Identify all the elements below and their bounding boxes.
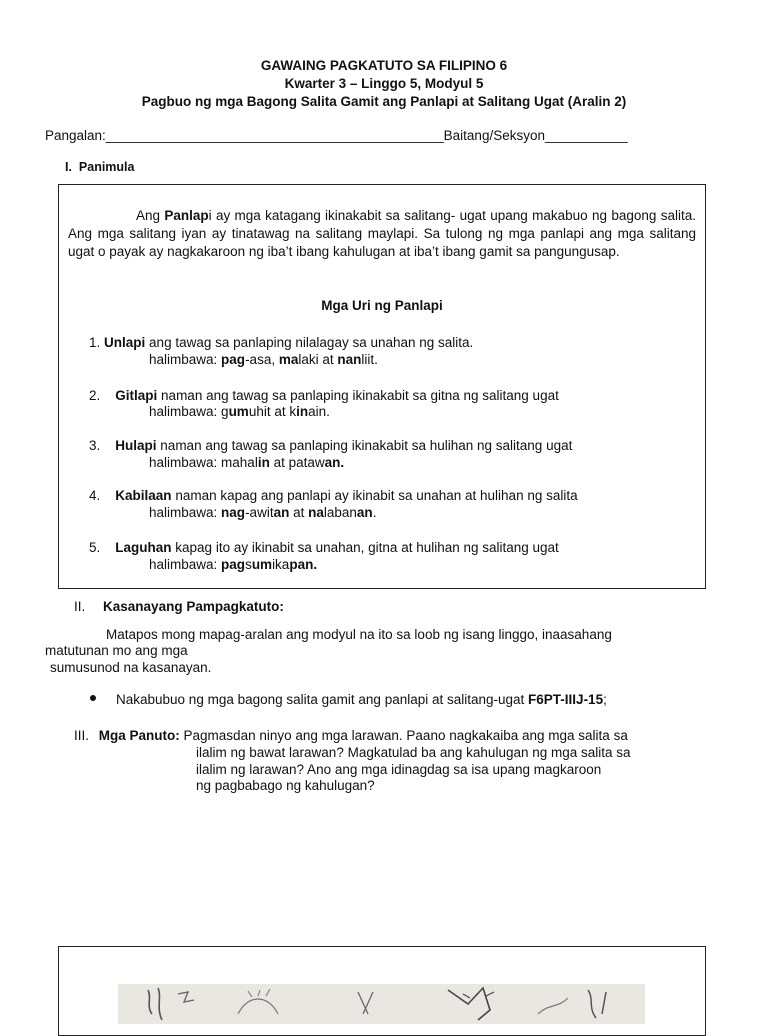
competency-bullet: [116, 692, 607, 707]
example-root: at pataw: [269, 455, 325, 470]
type-item-number: 3.: [89, 438, 101, 453]
example-label: halimbawa:: [149, 404, 222, 419]
example-label: halimbawa:: [149, 352, 222, 367]
example-word: [221, 557, 317, 572]
section-3-title: Mga Panuto:: [98, 728, 180, 743]
example-affix: pag: [221, 352, 246, 367]
worksheet-title: GAWAING PAGKATUTO SA FILIPINO 6: [260, 58, 508, 73]
section-1-number: I.: [65, 160, 72, 174]
example-root: ain.: [308, 404, 330, 419]
example-affix: um: [251, 557, 273, 572]
section-3-instruction-2: ilalim ng bawat larawan? Magkatulad ba ang kahulugan ng mga salita sa: [196, 745, 631, 760]
type-item-term: Gitlapi: [115, 388, 158, 403]
example-word: [221, 352, 378, 367]
intro-paragraph: [68, 207, 696, 261]
example-word: [221, 404, 330, 419]
section-3-number: III.: [74, 728, 90, 743]
competency-text: Nakabubuo ng mga bagong salita gamit ang panlapi at salitang-ugat: [116, 692, 529, 707]
section-1-heading: [65, 160, 134, 174]
type-item-term: Hulapi: [115, 438, 157, 453]
example-root: ika: [272, 557, 290, 572]
example-affix: nan: [337, 352, 362, 367]
section-3-line-1: [74, 728, 628, 743]
competency-end: ;: [603, 692, 607, 707]
example-root: at: [289, 505, 309, 520]
section-3-instruction-3: ilalim ng larawan? Ano ang mga idinagdag sa isa upang magkaroon: [196, 762, 602, 777]
section-2-title: Kasanayang Pampagkatuto:: [103, 599, 284, 614]
section-2-para-line-1: Matapos mong mapag-aralan ang modyul na ito sa loob ng isang linggo, inaasahang: [106, 627, 612, 642]
type-item-1: [89, 335, 473, 350]
type-item-number: 2.: [89, 388, 101, 403]
example-root: -awit: [245, 505, 274, 520]
intro-keyword-end: i: [208, 208, 212, 223]
example-affix: an.: [324, 455, 345, 470]
section-2-number: II.: [74, 599, 86, 614]
type-example-4: [149, 505, 376, 520]
section-3-instruction-1: Pagmasdan ninyo ang mga larawan. Paano nagkakaiba ang mga salita sa: [179, 728, 628, 743]
type-example-5: [149, 557, 317, 572]
section-2-heading: [74, 599, 284, 614]
type-item-term: Unlapi: [104, 335, 146, 350]
type-item-2: [89, 388, 559, 403]
example-root: laki at: [298, 352, 338, 367]
example-affix: in: [257, 455, 270, 470]
section-2-para-line-3: sumusunod na kasanayan.: [50, 660, 212, 675]
intro-text: ay mga katagang ikinakabit sa salitang- ugat upang makabuo ng bagong salita. Ang mga salitang iyan ay tinatawag na salitang maylapi. Sa tulong ng mga panlapi ang mga salitang ugat o payak ay nagkakaroon ng iba’t ibang kahulugan at iba’t ibang gamit sa pangungusap.: [68, 208, 696, 259]
type-item-number: 4.: [89, 488, 101, 503]
section-3-instruction-4: ng pagbabago ng kahulugan?: [196, 778, 375, 793]
type-item-number: 5.: [89, 540, 101, 555]
example-root: .: [372, 505, 377, 520]
example-label: halimbawa:: [149, 505, 222, 520]
example-affix: pag: [221, 557, 246, 572]
type-item-term: Laguhan: [115, 540, 172, 555]
type-item-5: [89, 540, 559, 555]
type-example-1: [149, 352, 378, 367]
types-title: Mga Uri ng Panlapi: [321, 298, 443, 313]
type-item-desc: kapag ito ay ikinabit sa unahan, gitna at hulihan ng salitang ugat: [171, 540, 559, 555]
example-root: laban: [323, 505, 357, 520]
intro-keyword: Panlap: [164, 208, 209, 223]
name-section-line: Pangalan:_____________________________________________Baitang/Seksyon___________: [45, 128, 628, 143]
type-item-term: Kabilaan: [115, 488, 172, 503]
type-item-desc: naman ang tawag sa panlaping ikinakabit sa hulihan ng salitang ugat: [156, 438, 573, 453]
example-root: liit.: [361, 352, 378, 367]
bullet-icon: [90, 695, 96, 701]
type-item-desc: naman kapag ang panlapi ay ikinabit sa unahan at hulihan ng salita: [171, 488, 578, 503]
example-affix: an: [273, 505, 290, 520]
example-label: halimbawa:: [149, 557, 222, 572]
example-affix: an: [356, 505, 373, 520]
example-affix: um: [228, 404, 249, 419]
example-root: -asa,: [245, 352, 279, 367]
type-example-2: [149, 404, 330, 419]
example-root: mahal: [221, 455, 258, 470]
example-affix: pan.: [289, 557, 318, 572]
type-item-desc: ang tawag sa panlaping nilalagay sa unahan ng salita.: [145, 335, 474, 350]
example-affix: na: [308, 505, 324, 520]
type-item-3: [89, 438, 572, 453]
example-word: [221, 505, 376, 520]
type-example-3: [149, 455, 344, 470]
example-affix: nag: [221, 505, 246, 520]
intro-lead: Ang: [136, 208, 165, 223]
example-root: g: [221, 404, 229, 419]
example-affix: ma: [278, 352, 299, 367]
type-item-number: 1.: [89, 335, 101, 350]
example-root: uhit at k: [248, 404, 297, 419]
worksheet-lesson-title: Pagbuo ng mga Bagong Salita Gamit ang Panlapi at Salitang Ugat (Aralin 2): [141, 94, 627, 109]
type-item-4: [89, 488, 578, 503]
worksheet-quarter: Kwarter 3 – Linggo 5, Modyul 5: [284, 76, 484, 91]
example-word: [221, 455, 344, 470]
competency-code: F6PT-IIIJ-15: [528, 692, 604, 707]
type-item-desc: naman ang tawag sa panlaping ikinakabit sa gitna ng salitang ugat: [157, 388, 559, 403]
example-label: halimbawa:: [149, 455, 222, 470]
sketch-illustration: [118, 984, 645, 1024]
section-1-title: Panimula: [78, 160, 135, 174]
example-affix: in: [296, 404, 309, 419]
example-root: s: [245, 557, 252, 572]
section-2-para-line-2: matutunan mo ang mga: [45, 643, 188, 658]
